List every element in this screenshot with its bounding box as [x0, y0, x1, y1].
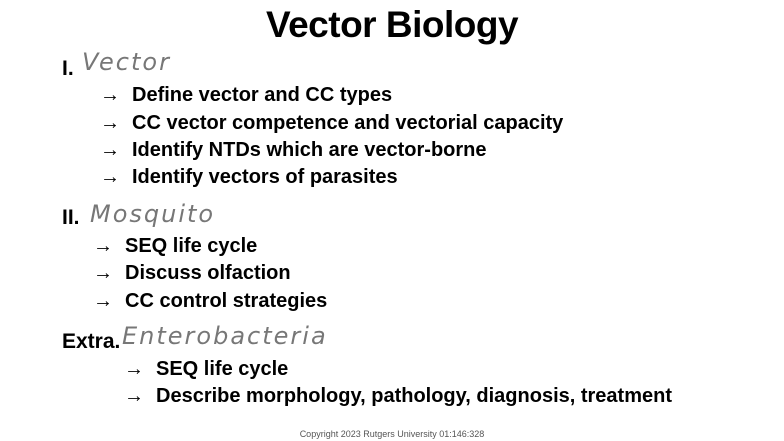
arrow-right-icon: → [100, 139, 120, 161]
list-item [93, 235, 258, 258]
list-item-text: CC vector competence and vectorial capacity [132, 112, 564, 134]
section-1-handwritten: Vector [82, 48, 171, 76]
arrow-right-icon: → [93, 262, 113, 284]
list-item-text: CC control strategies [125, 290, 328, 312]
list-item [100, 84, 393, 107]
list-item-text: SEQ life cycle [156, 358, 289, 380]
section-1-label: I. [62, 57, 74, 80]
arrow-right-icon: → [124, 385, 144, 407]
list-item-text: SEQ life cycle [125, 235, 258, 257]
list-item [124, 358, 289, 381]
arrow-right-icon: → [93, 290, 113, 312]
list-item-text: Describe morphology, pathology, diagnosis, treatment [156, 385, 672, 407]
section-2-label: II. [62, 206, 80, 229]
section-2-handwritten: Mosquito [90, 200, 216, 228]
list-item [100, 166, 398, 189]
list-item [93, 290, 328, 313]
arrow-right-icon: → [124, 358, 144, 380]
section-3-handwritten: Enterobacteria [122, 322, 328, 350]
section-3-label: Extra. [62, 330, 121, 353]
arrow-right-icon: → [100, 112, 120, 134]
list-item [100, 139, 487, 162]
arrow-right-icon: → [100, 166, 120, 188]
list-item [100, 112, 564, 135]
list-item-text: Identify NTDs which are vector-borne [132, 139, 487, 161]
slide-title: Vector Biology [265, 4, 519, 45]
list-item-text: Identify vectors of parasites [132, 166, 398, 188]
arrow-right-icon: → [100, 84, 120, 106]
copyright-footer: Copyright 2023 Rutgers University 01:146:328 [299, 429, 485, 439]
list-item [124, 385, 672, 408]
arrow-right-icon: → [93, 235, 113, 257]
list-item-text: Define vector and CC types [132, 84, 393, 106]
list-item-text: Discuss olfaction [125, 262, 291, 284]
list-item [93, 262, 291, 285]
